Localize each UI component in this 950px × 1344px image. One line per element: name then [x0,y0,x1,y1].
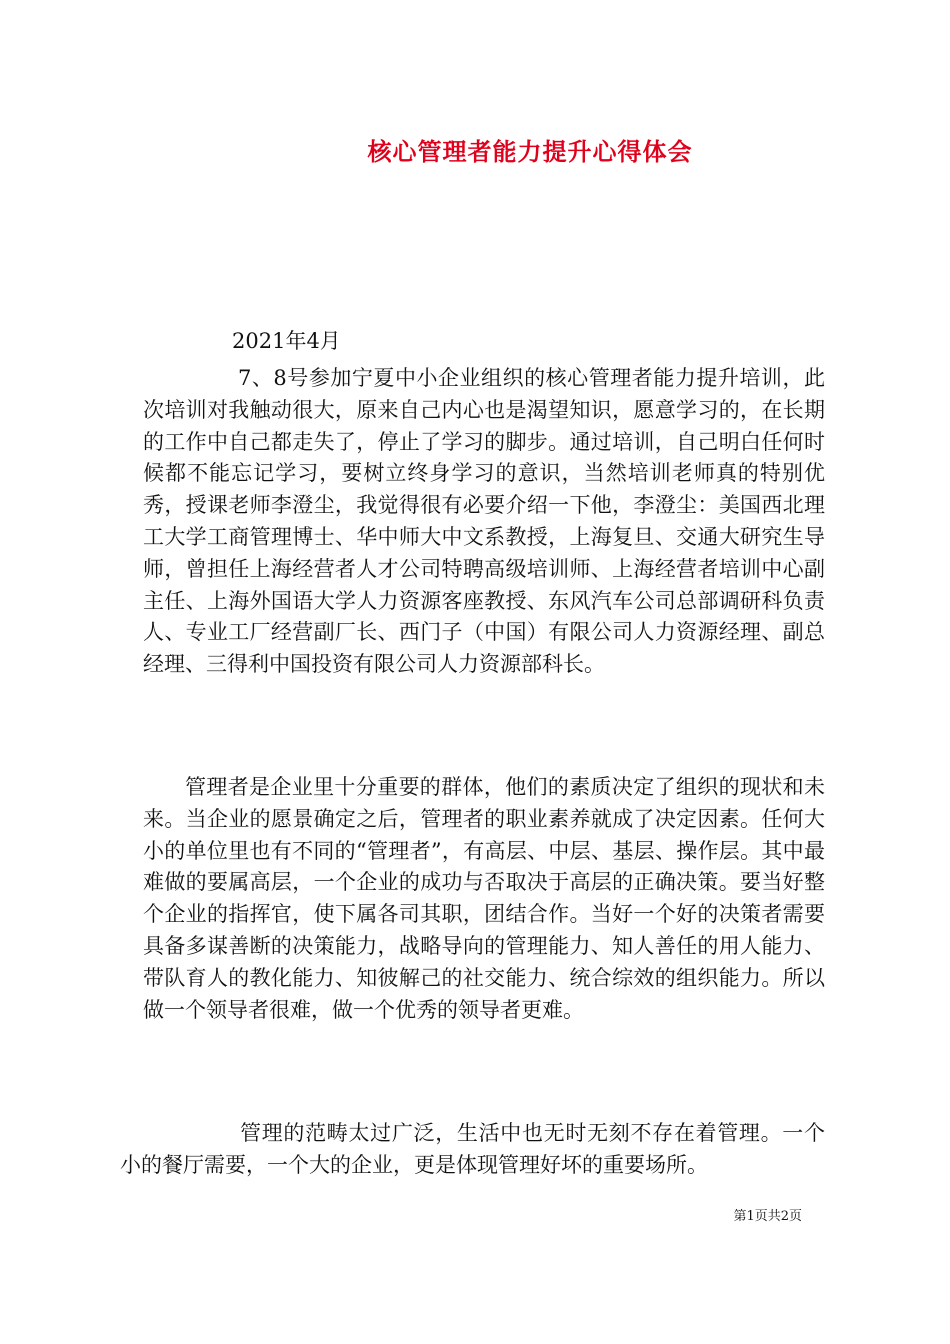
paragraph-3: 管理的范畴太过广泛，生活中也无时无刻不存在着管理。一个小的餐厅需要，一个大的企业，更是体现管理好坏的重要场所。 [120,1121,825,1177]
paragraph-2: 管理者是企业里十分重要的群体，他们的素质决定了组织的现状和未来。当企业的愿景确定之后，管理者的职业素养就成了决定因素。任何大小的单位里也有不同的“管理者”，有高层、中层、基层、操作层。其中最难做的要属高层，一个企业的成功与否取决于高层的正确决策。要当好整个企业的指挥官，使下属各司其职，团结合作。当好一个好的决策者需要具备多谋善断的决策能力，战略导向的管理能力、知人善任的用人能力、带队育人的教化能力、知彼解己的社交能力、统合综效的组织能力。所以做一个领导者很难，做一个优秀的领导者更难。 [143,775,825,1022]
page-number-footer: 第1页共2页 [733,1209,802,1224]
paragraph-1: 7、8号参加宁夏中小企业组织的核心管理者能力提升培训，此次培训对我触动很大，原来自己内心也是渴望知识，愿意学习的，在长期的工作中自己都走失了，停止了学习的脚步。通过培训，自己明白任何时候都不能忘记学习，要树立终身学习的意识，当然培训老师真的特别优秀，授课老师李澄尘，我觉得很有必要介绍一下他，李澄尘：美国西北理工大学工商管理博士、华中师大中文系教授，上海复旦、交通大研究生导师，曾担任上海经营者人才公司特聘高级培训师、上海经营者培训中心副主任、上海外国语大学人力资源客座教授、东风汽车公司总部调研科负责人、专业工厂经营副厂长、西门子（中国）有限公司人力资源经理、副总经理、三得利中国投资有限公司人力资源部科长。 [143,366,825,677]
document-title: 核心管理者能力提升心得体会 [367,137,693,166]
document-date: 2021年4月 [232,329,341,353]
